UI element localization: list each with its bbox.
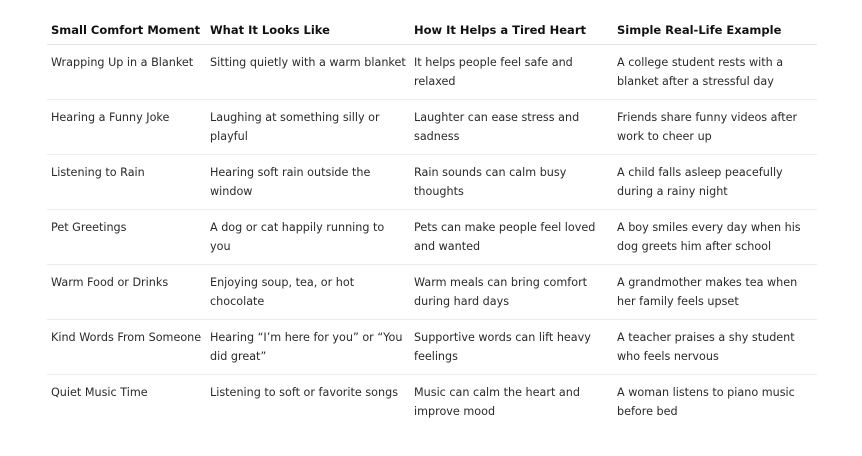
- table-row: [47, 265, 817, 320]
- cell-example: A woman listens to piano music before bed: [617, 386, 795, 418]
- cell-looks-like: Laughing at something silly or playful: [206, 100, 410, 155]
- table-row: [47, 375, 817, 430]
- header-cell-looks-like: What It Looks Like: [206, 18, 410, 45]
- table-row: [47, 155, 817, 210]
- cell-looks-like: Hearing “I’m here for you” or “You did great”: [206, 320, 410, 375]
- comfort-moments-table: [47, 18, 817, 429]
- cell-example: A child falls asleep peacefully during a rainy night: [613, 155, 817, 210]
- cell-looks-like: Listening to soft or favorite songs: [210, 386, 399, 399]
- header-cell-example: Simple Real-Life Example: [613, 18, 817, 45]
- cell-example: A boy smiles every day when his dog greets him after school: [613, 210, 817, 265]
- header-row: [47, 18, 817, 45]
- header-cell-moment: Small Comfort Moment: [47, 18, 206, 45]
- cell-how-it-helps: Laughter can ease stress and sadness: [410, 100, 613, 155]
- cell-example: A teacher praises a shy student who feels nervous: [613, 320, 817, 375]
- cell-looks-like: Enjoying soup, tea, or hot chocolate: [206, 265, 410, 320]
- cell-moment: Hearing a Funny Joke: [47, 100, 206, 155]
- cell-looks-like: Hearing soft rain outside the window: [206, 155, 410, 210]
- table-row: [47, 45, 817, 100]
- cell-how-it-helps: Supportive words can lift heavy feelings: [410, 320, 613, 375]
- cell-moment: Pet Greetings: [47, 210, 206, 265]
- cell-how-it-helps: Rain sounds can calm busy thoughts: [410, 155, 613, 210]
- table-row: [47, 100, 817, 155]
- table-row: [47, 320, 817, 375]
- table-header: [47, 18, 817, 45]
- cell-example: Friends share funny videos after work to cheer up: [613, 100, 817, 155]
- comfort-table-container: [47, 18, 817, 429]
- cell-how-it-helps: Pets can make people feel loved and wanted: [410, 210, 613, 265]
- table-row: [47, 210, 817, 265]
- cell-moment: Warm Food or Drinks: [47, 265, 206, 320]
- table-body: [47, 45, 817, 430]
- cell-example: A college student rests with a blanket after a stressful day: [613, 45, 817, 100]
- cell-moment: Kind Words From Someone: [47, 320, 206, 375]
- cell-looks-like: Sitting quietly with a warm blanket: [206, 45, 410, 100]
- cell-moment: Wrapping Up in a Blanket: [47, 45, 206, 100]
- cell-moment: Quiet Music Time: [51, 386, 148, 399]
- cell-how-it-helps: It helps people feel safe and relaxed: [410, 45, 613, 100]
- header-cell-how-it-helps: How It Helps a Tired Heart: [410, 18, 613, 45]
- cell-example: A grandmother makes tea when her family feels upset: [613, 265, 817, 320]
- cell-looks-like: A dog or cat happily running to you: [206, 210, 410, 265]
- cell-moment: Listening to Rain: [47, 155, 206, 210]
- cell-how-it-helps: Warm meals can bring comfort during hard days: [410, 265, 613, 320]
- cell-how-it-helps: Music can calm the heart and improve mood: [414, 386, 580, 418]
